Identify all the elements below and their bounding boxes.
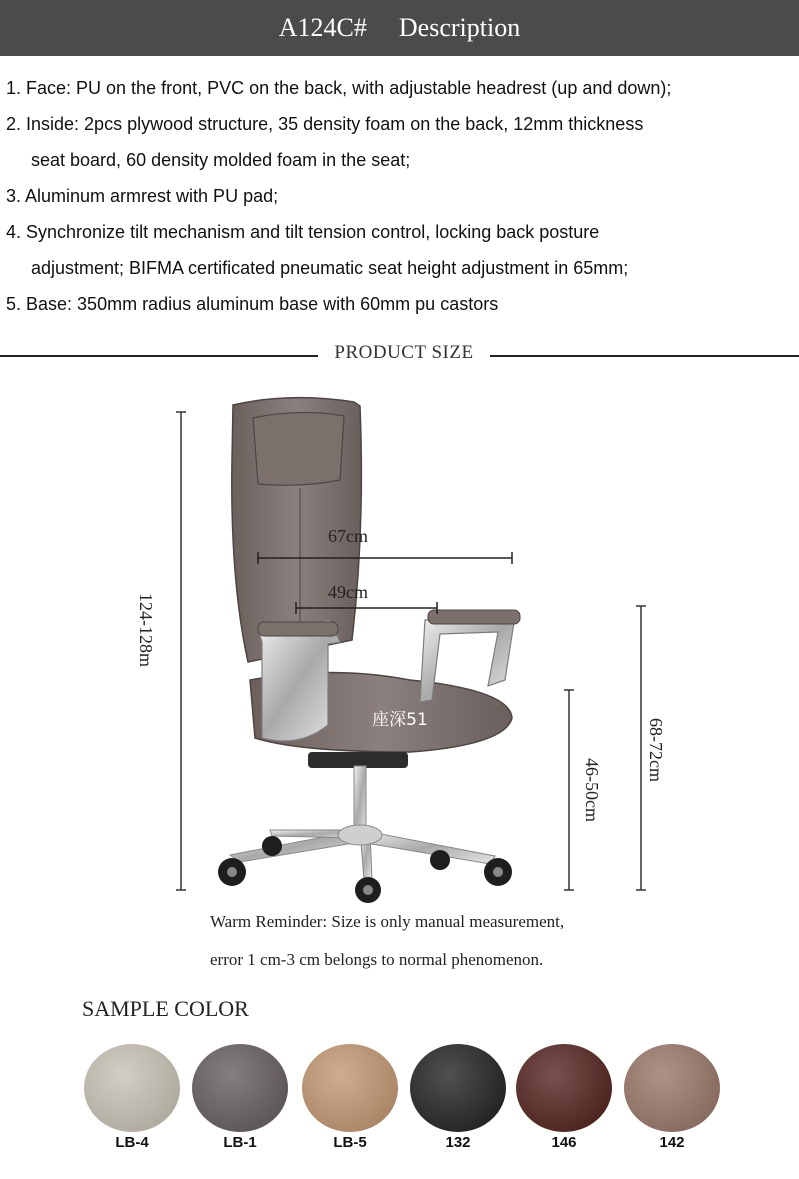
- width-inner-label: 49cm: [328, 582, 368, 602]
- color-swatch[interactable]: [84, 1044, 180, 1132]
- color-swatch[interactable]: [410, 1044, 506, 1132]
- swatch-label: LB-1: [223, 1134, 257, 1151]
- description-item-continuation: seat board, 60 density molded foam in the seat;: [31, 150, 411, 170]
- seat-height-label: 46-50cm: [582, 758, 602, 822]
- seat-depth-label: 座深51: [372, 710, 428, 730]
- description-item: 5. Base: 350mm radius aluminum base with 60mm pu castors: [6, 294, 499, 314]
- seat-height-dimension: [564, 690, 574, 890]
- description-item: 4. Synchronize tilt mechanism and tilt tension control, locking back posture: [6, 222, 600, 242]
- width-outer-label: 67cm: [328, 526, 368, 546]
- color-swatch[interactable]: [516, 1044, 612, 1132]
- description-item: 3. Aluminum armrest with PU pad;: [6, 186, 279, 206]
- description-list: [6, 70, 796, 322]
- model-number: A124C#: [278, 13, 367, 42]
- sample-color-title: SAMPLE COLOR: [82, 996, 249, 1021]
- armrest-height-label: 68-72cm: [646, 718, 666, 782]
- armrest-height-dimension: [636, 606, 646, 890]
- swatch-label: 142: [659, 1134, 685, 1151]
- color-swatch[interactable]: [624, 1044, 720, 1132]
- swatch-label: 146: [551, 1134, 577, 1151]
- section-divider-left: [0, 355, 318, 357]
- reminder-line-1: Warm Reminder: Size is only manual measurement,: [210, 912, 565, 931]
- color-swatch[interactable]: [302, 1044, 398, 1132]
- reminder-line-2: error 1 cm-3 cm belongs to normal phenomenon.: [210, 950, 544, 969]
- description-item: 1. Face: PU on the front, PVC on the back, with adjustable headrest (up and down);: [6, 78, 672, 98]
- product-size-diagram: [0, 380, 799, 920]
- description-item-continuation: adjustment; BIFMA certificated pneumatic seat height adjustment in 65mm;: [31, 258, 629, 278]
- description-item: 2. Inside: 2pcs plywood structure, 35 density foam on the back, 12mm thickness: [6, 114, 644, 134]
- chair-illustration: [0, 380, 799, 920]
- swatch-label: LB-4: [115, 1134, 149, 1151]
- color-swatch[interactable]: [192, 1044, 288, 1132]
- header-bar: [0, 0, 799, 56]
- section-divider-right: [490, 355, 799, 357]
- product-size-title: PRODUCT SIZE: [334, 342, 474, 363]
- chair-headrest: [253, 412, 344, 485]
- total-height-label: 124-128m: [136, 593, 156, 667]
- swatch-label: 132: [445, 1134, 471, 1151]
- header-title: Description: [398, 13, 521, 42]
- chair-left-armrest: [258, 620, 340, 741]
- swatch-label: LB-5: [333, 1134, 367, 1151]
- total-height-dimension: [176, 412, 186, 890]
